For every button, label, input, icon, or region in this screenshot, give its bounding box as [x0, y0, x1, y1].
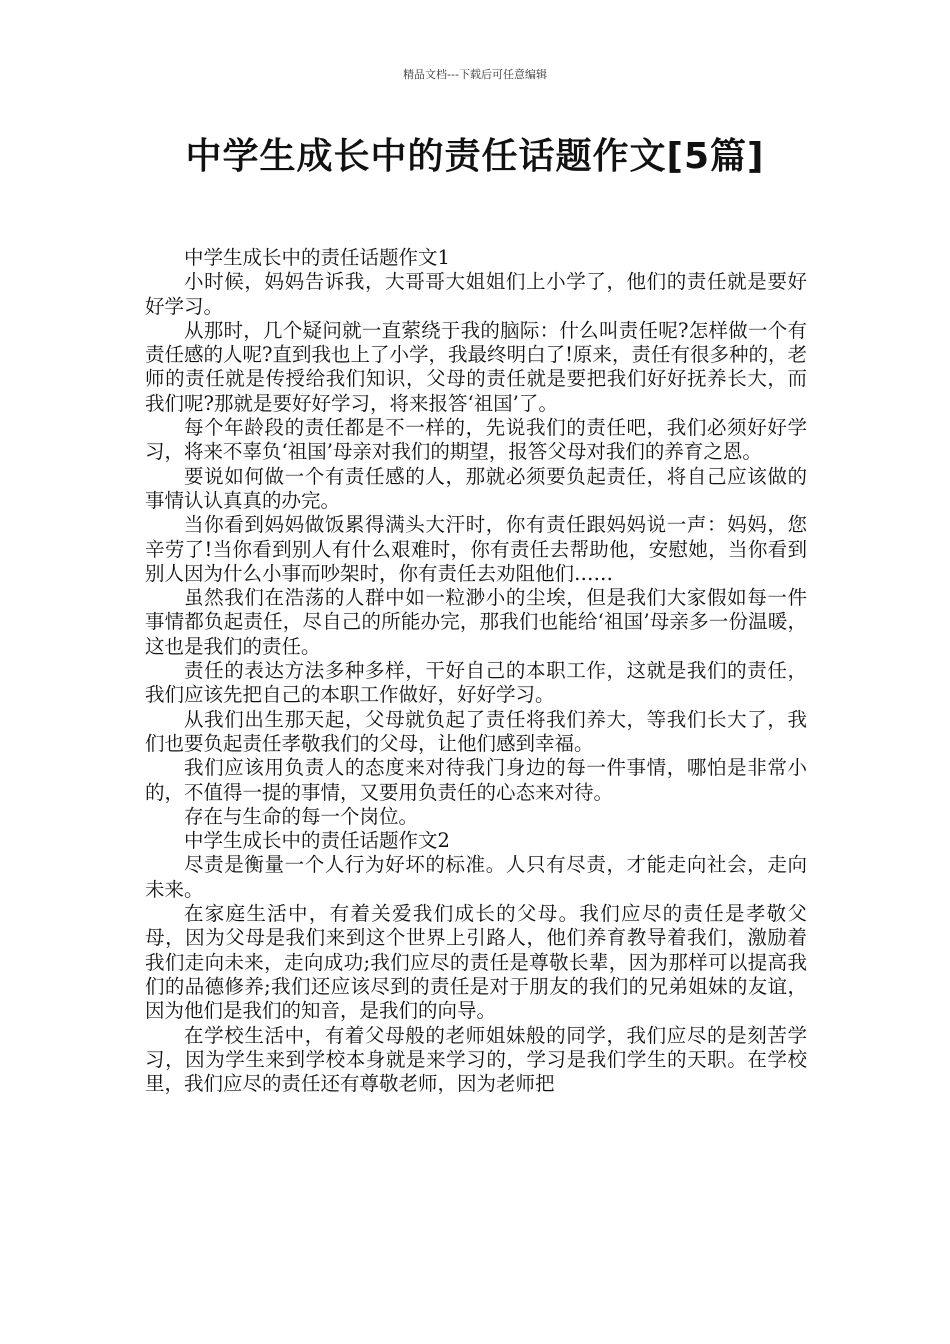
- paragraph: 在家庭生活中，有着关爱我们成长的父母。我们应尽的责任是孝敬父母，因为父母是我们来到这个世界上引路人，他们养育教导着我们，激励着我们走向未来，走向成功;我们应尽的责任是尊敬长辈，因为那样可以提高我们的品德修养;我们还应该尽到的责任是对于朋友的我们的兄弟姐妹的友谊，因为他们是我们的知音，是我们的向导。: [145, 902, 807, 1023]
- paragraph: 我们应该用负责人的态度来对待我门身边的每一件事情，哪怕是非常小的，不值得一提的事情，又要用负责任的心态来对待。: [145, 756, 807, 804]
- paragraph: 责任的表达方法多种多样，干好自己的本职工作，这就是我们的责任，我们应该先把自己的本职工作做好，好好学习。: [145, 659, 807, 707]
- paragraph: 在学校生活中，有着父母般的老师姐妹般的同学，我们应尽的是刻苦学习，因为学生来到学校本身就是来学习的，学习是我们学生的天职。在学校里，我们应尽的责任还有尊敬老师，因为老师把: [145, 1023, 807, 1096]
- paragraph: 要说如何做一个有责任感的人，那就必须要负起责任，将自己应该做的事情认认真真的办完。: [145, 464, 807, 512]
- paragraph: 从那时，几个疑问就一直萦绕于我的脑际：什么叫责任呢?怎样做一个有责任感的人呢?直到我也上了小学，我最终明白了!原来，责任有很多种的，老师的责任就是传授给我们知识，父母的责任就是要把我们好好抚养长大，而我们呢?那就是要好好学习，将来报答‘祖国’了。: [145, 318, 807, 415]
- paragraph: 每个年龄段的责任都是不一样的，先说我们的责任吧，我们必须好好学习，将来不辜负‘祖国’母亲对我们的期望，报答父母对我们的养育之恩。: [145, 416, 807, 464]
- header-note: 精品文档---下载后可任意编辑: [403, 68, 547, 81]
- document-title: 中学生成长中的责任话题作文[5篇]: [185, 136, 765, 177]
- essay-heading-2: 中学生成长中的责任话题作文2: [184, 829, 450, 853]
- paragraph: 小时候，妈妈告诉我，大哥哥大姐姐们上小学了，他们的责任就是要好好学习。: [145, 270, 807, 318]
- essay-heading-1: 中学生成长中的责任话题作文1: [184, 246, 450, 269]
- paragraph: 虽然我们在浩荡的人群中如一粒渺小的尘埃，但是我们大家假如每一件事情都负起责任，尽自己的所能办完，那我们也能给‘祖国’母亲多一份温暖，这也是我们的责任。: [145, 586, 807, 658]
- paragraph: 存在与生命的每一个岗位。: [184, 804, 419, 828]
- paragraph: 从我们出生那天起，父母就负起了责任将我们养大，等我们长大了，我们也要负起责任孝敬我们的父母，让他们感到幸福。: [145, 707, 807, 755]
- paragraph: 尽责是衡量一个人行为好坏的标准。人只有尽责，才能走向社会，走向未来。: [145, 853, 807, 901]
- document-body: [145, 246, 807, 1096]
- paragraph: 当你看到妈妈做饭累得满头大汗时，你有责任跟妈妈说一声：妈妈，您辛劳了!当你看到别人有什么艰难时，你有责任去帮助他，安慰她，当你看到别人因为什么小事而吵架时，你有责任去劝阻他们……: [145, 513, 807, 585]
